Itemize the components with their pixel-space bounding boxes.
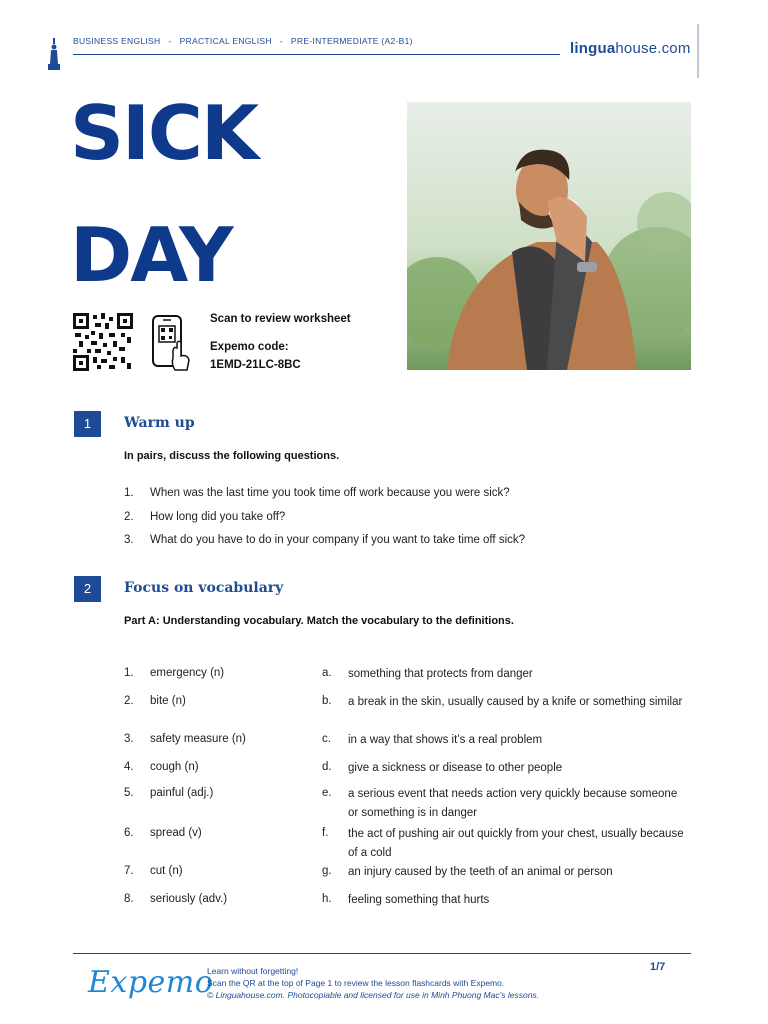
item-number: 2.	[124, 511, 134, 523]
vocab-word: 5. painful (adj.)	[124, 787, 214, 799]
section-number-badge: 1	[74, 411, 101, 437]
vocab-word: 8. seriously (adv.)	[124, 893, 228, 905]
list-item	[124, 534, 525, 546]
brand-rest: house.com	[615, 40, 691, 57]
section-instruction: Part A: Understanding vocabulary. Match the vocabulary to the definitions.	[124, 615, 514, 627]
qr-code-icon[interactable]	[73, 313, 133, 371]
definition-letter: f.	[322, 827, 329, 839]
definition-text: in a way that shows it’s a real problem	[348, 734, 543, 746]
list-item	[124, 487, 510, 499]
header-vertical-bar	[697, 24, 699, 78]
definition-letter: a.	[322, 667, 332, 679]
item-number: 1.	[124, 487, 134, 499]
definition-letter: c.	[322, 733, 331, 745]
section-instruction: In pairs, discuss the following questions.	[124, 450, 340, 462]
definition-text: an injury caused by the teeth of an animal or person	[348, 866, 613, 878]
footer-copyright: © Linguahouse.com. Photocopiable and licensed for use in Minh Phuong Mac's lessons.	[207, 990, 540, 1000]
section-number-badge: 2	[74, 576, 101, 602]
breadcrumb-practical-english: PRACTICAL ENGLISH	[179, 36, 272, 46]
breadcrumb-level: PRE-INTERMEDIATE (A2-B1)	[290, 36, 413, 46]
definition-text: the act of pushing air out quickly from your chest, usually because of a cold	[348, 828, 684, 859]
header-divider	[73, 54, 560, 55]
breadcrumb-business-english: BUSINESS ENGLISH	[73, 36, 161, 46]
section-title-vocabulary: Focus on vocabulary	[124, 580, 284, 596]
question-text: How long did you take off?	[150, 511, 286, 523]
breadcrumb-separator: -	[279, 36, 283, 46]
vocab-word: 4. cough (n)	[124, 761, 199, 773]
vocab-word: 2. bite (n)	[124, 695, 186, 707]
liberty-statue-icon	[47, 38, 61, 70]
breadcrumb	[73, 36, 413, 46]
expemo-logo[interactable]: Expemo	[88, 965, 214, 1000]
definition-letter: e.	[322, 787, 332, 799]
vocab-word: 3. safety measure (n)	[124, 733, 246, 745]
item-number: 3.	[124, 534, 134, 546]
vocab-word: 6. spread (v)	[124, 827, 202, 839]
page-number: 1/7	[650, 961, 666, 973]
scan-label: Scan to review worksheet	[210, 313, 351, 325]
phone-scan-icon	[151, 314, 191, 372]
list-item	[124, 511, 285, 523]
brand-logo[interactable]	[570, 40, 691, 57]
footer-divider	[73, 953, 691, 954]
definition-text: something that protects from danger	[348, 668, 533, 680]
brand-bold: lingua	[570, 40, 616, 57]
footer-instruction: Scan the QR at the top of Page 1 to review the lesson flashcards with Expemo.	[207, 978, 505, 988]
sick-man-photo	[407, 102, 691, 370]
definition-text: feeling something that hurts	[348, 894, 490, 906]
vocab-word: 1. emergency (n)	[124, 667, 225, 679]
page-title-line-2: DAY	[70, 211, 232, 299]
question-text: When was the last time you took time off work because you were sick?	[150, 487, 510, 499]
definition-text: give a sickness or disease to other people	[348, 762, 563, 774]
page-title-line-1: SICK	[70, 89, 258, 177]
section-title-warm-up: Warm up	[124, 415, 195, 431]
expemo-code-label: Expemo code:	[210, 341, 289, 353]
expemo-code: 1EMD-21LC-8BC	[210, 359, 301, 371]
definition-letter: b.	[322, 695, 332, 707]
question-text: What do you have to do in your company if you want to take time off sick?	[150, 534, 526, 546]
definition-text: a break in the skin, usually caused by a knife or something similar	[348, 696, 683, 708]
definition-letter: d.	[322, 761, 332, 773]
definition-letter: g.	[322, 865, 332, 877]
footer-tagline: Learn without forgetting!	[207, 966, 299, 976]
definition-text: a serious event that needs action very quickly because someone or something is in danger	[348, 788, 678, 819]
definition-letter: h.	[322, 893, 332, 905]
breadcrumb-separator: -	[168, 36, 172, 46]
vocab-word: 7. cut (n)	[124, 865, 183, 877]
